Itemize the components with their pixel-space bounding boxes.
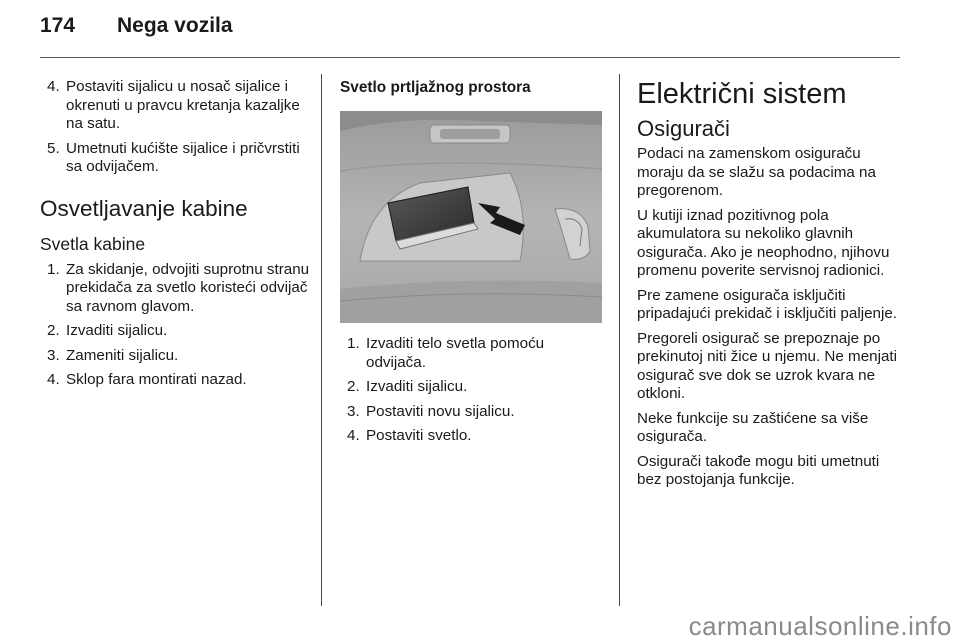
list-item: 3. Zameniti sijalicu. <box>47 346 179 364</box>
column-divider-1 <box>321 74 322 606</box>
list-item: 4. Postaviti sijalicu u nosač sijalice i okrenuti u pravcu kretanja kazaljke na satu. <box>47 78 300 132</box>
column-3 <box>637 78 904 496</box>
list-item: 3. Postaviti novu sijalicu. <box>347 402 515 420</box>
list-item: 2. Izvaditi sijalicu. <box>347 378 468 395</box>
column-2 <box>340 78 602 452</box>
paragraph: Podaci na zamenskom osiguraču moraju da se slažu sa podacima na pregorenom. <box>637 145 876 199</box>
list-item: 4. Postaviti svetlo. <box>347 427 472 444</box>
list-item: 1. Izvaditi telo svetla pomoću odvijača. <box>347 335 545 371</box>
trunk-light-illustration <box>340 111 602 323</box>
heading-electrical-system: Električni sistem <box>637 78 847 110</box>
steps-list-trunk <box>340 335 602 446</box>
watermark: carmanualsonline.info <box>688 611 952 641</box>
heading-trunk-light: Svetlo prtljažnog prostora <box>340 79 531 96</box>
header-rule <box>40 57 900 58</box>
paragraph: Osigurači takođe mogu biti umetnuti bez postojanja funkcije. <box>637 452 880 488</box>
page-number: 174 <box>40 14 76 37</box>
subheading-cabin-lights: Svetla kabine <box>40 233 146 254</box>
paragraph: U kutiji iznad pozitivnog pola akumulatora su nekoliko glavnih osigurača. Ako je neophodno, njihovu promenu poverite servisnoj radionici. <box>637 206 890 279</box>
column-divider-2 <box>619 74 620 606</box>
paragraph: Neke funkcije su zaštićene sa više osigurača. <box>637 409 869 445</box>
paragraph: Pregoreli osigurač se prepoznaje po prekinutoj niti žice u njemu. Ne menjati osigurač sve dok se uzrok kvara ne otkloni. <box>637 329 897 402</box>
list-item: 5. Umetnuti kućište sijalice i pričvrstiti sa odvijačem. <box>47 139 300 175</box>
column-1 <box>40 78 315 396</box>
section-title: Nega vozila <box>117 14 233 37</box>
subheading-fuses: Osigurači <box>637 116 730 141</box>
steps-list-cabin <box>40 261 315 390</box>
paragraph: Pre zamene osigurača isključiti pripadajući prekidač i isključiti paljenje. <box>637 286 898 322</box>
heading-cabin-lighting: Osvetljavanje kabine <box>40 195 248 221</box>
steps-list-continued <box>40 78 315 177</box>
list-item: 2. Izvaditi sijalicu. <box>47 322 168 339</box>
list-item: 1. Za skidanje, odvojiti suprotnu stranu prekidača za svetlo koristeći odvijač sa ravnom glavom. <box>47 260 310 315</box>
list-item: 4. Sklop fara montirati nazad. <box>47 371 247 388</box>
